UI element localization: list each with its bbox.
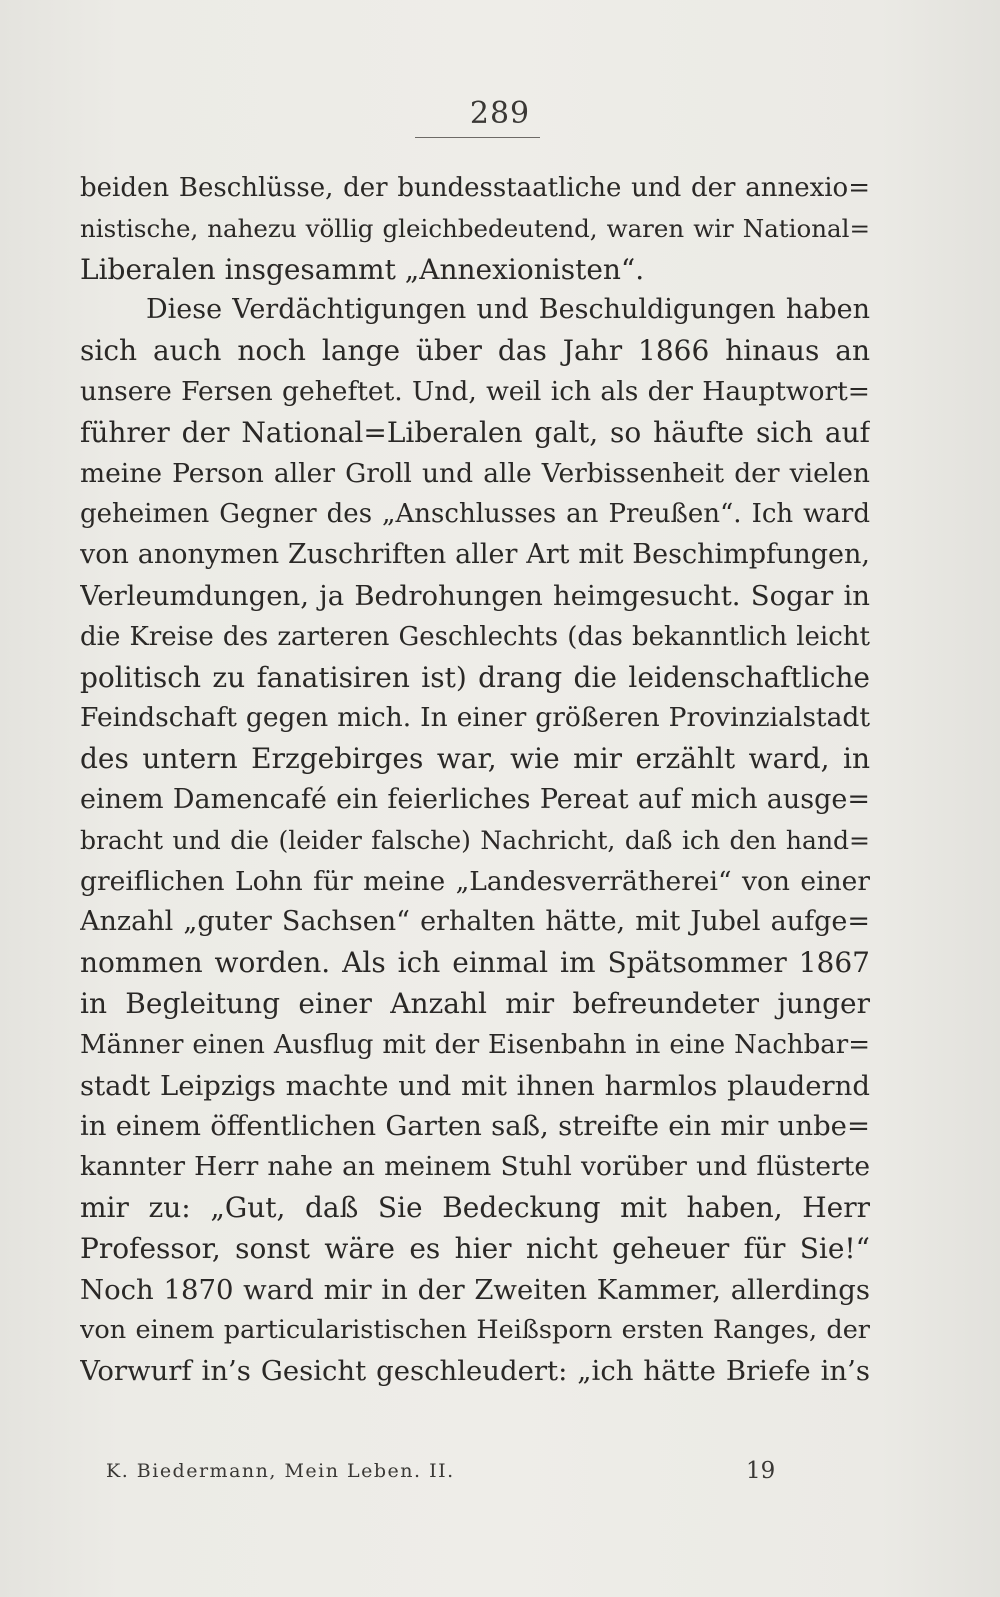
text-line: einem Damencafé ein feierliches Pereat auf mich ausge= xyxy=(80,783,870,815)
text-line: beiden Beschlüsse, der bundesstaatliche und der annexio= xyxy=(80,173,870,203)
text-line: Noch 1870 ward mir in der Zweiten Kammer, allerdings xyxy=(80,1273,870,1306)
text-line: Professor, sonst wäre es hier nicht geheuer für Sie!“ xyxy=(80,1231,870,1265)
sheet-number: 19 xyxy=(746,1458,776,1484)
text-line: führer der National=Liberalen galt, so häufte sich auf xyxy=(80,415,870,449)
text-line: Vorwurf in’s Gesicht geschleudert: „ich hätte Briefe in’s xyxy=(80,1355,870,1388)
text-line: Anzahl „guter Sachsen“ erhalten hätte, mit Jubel aufge= xyxy=(80,906,870,938)
text-line: sich auch noch lange über das Jahr 1866 hinaus an xyxy=(80,334,870,368)
text-line: geheimen Gegner des „Anschlusses an Preußen“. Ich ward xyxy=(80,499,870,530)
text-line: Liberalen insgesammt „Annexionisten“. xyxy=(80,252,645,286)
body-text xyxy=(80,168,870,1392)
text-line: des untern Erzgebirges war, wie mir erzählt ward, in xyxy=(80,742,870,776)
text-line: nistische, nahezu völlig gleichbedeutend, waren wir National= xyxy=(80,213,870,243)
text-line: in Begleitung einer Anzahl mir befreundeter junger xyxy=(80,986,870,1020)
text-line: greiflichen Lohn für meine „Landesverrätherei“ von einer xyxy=(80,865,870,897)
text-line: meine Person aller Groll und alle Verbissenheit der vielen xyxy=(80,457,870,489)
page-footer xyxy=(106,1460,786,1490)
text-line: von anonymen Zuschriften aller Art mit Beschimpfungen, xyxy=(80,539,870,571)
header-rule xyxy=(415,137,540,138)
text-line: von einem particularistischen Heißsporn ersten Ranges, der xyxy=(80,1315,870,1346)
text-line: mir zu: „Gut, daß Sie Bedeckung mit haben, Herr xyxy=(80,1190,870,1224)
text-line: stadt Leipzigs machte und mit ihnen harmlos plaudernd xyxy=(80,1069,870,1102)
text-line: Verleumdungen, ja Bedrohungen heimgesucht. Sogar in xyxy=(80,579,870,612)
text-line: in einem öffentlichen Garten saß, streifte ein mir unbe= xyxy=(80,1110,870,1143)
text-line: bracht und die (leider falsche) Nachricht, daß ich den hand= xyxy=(80,825,870,855)
text-line: kannter Herr nahe an meinem Stuhl vorüber und flüsterte xyxy=(80,1151,870,1183)
text-line: Feindschaft gegen mich. In einer größeren Provinzialstadt xyxy=(80,702,870,734)
text-line: Männer einen Ausflug mit der Eisenbahn in eine Nachbar= xyxy=(80,1029,870,1060)
text-line: die Kreise des zarteren Geschlechts (das bekanntlich leicht xyxy=(80,621,870,652)
text-line: Diese Verdächtigungen und Beschuldigungen haben xyxy=(146,294,870,326)
text-line: politisch zu fanatisiren ist) drang die leidenschaftliche xyxy=(80,660,870,694)
text-line: unsere Fersen geheftet. Und, weil ich als der Hauptwort= xyxy=(80,375,870,407)
text-line: nommen worden. Als ich einmal im Spätsommer 1867 xyxy=(80,946,870,980)
page-number: 289 xyxy=(469,96,531,131)
footer-signature: K. Biedermann, Mein Leben. II. xyxy=(106,1460,455,1482)
